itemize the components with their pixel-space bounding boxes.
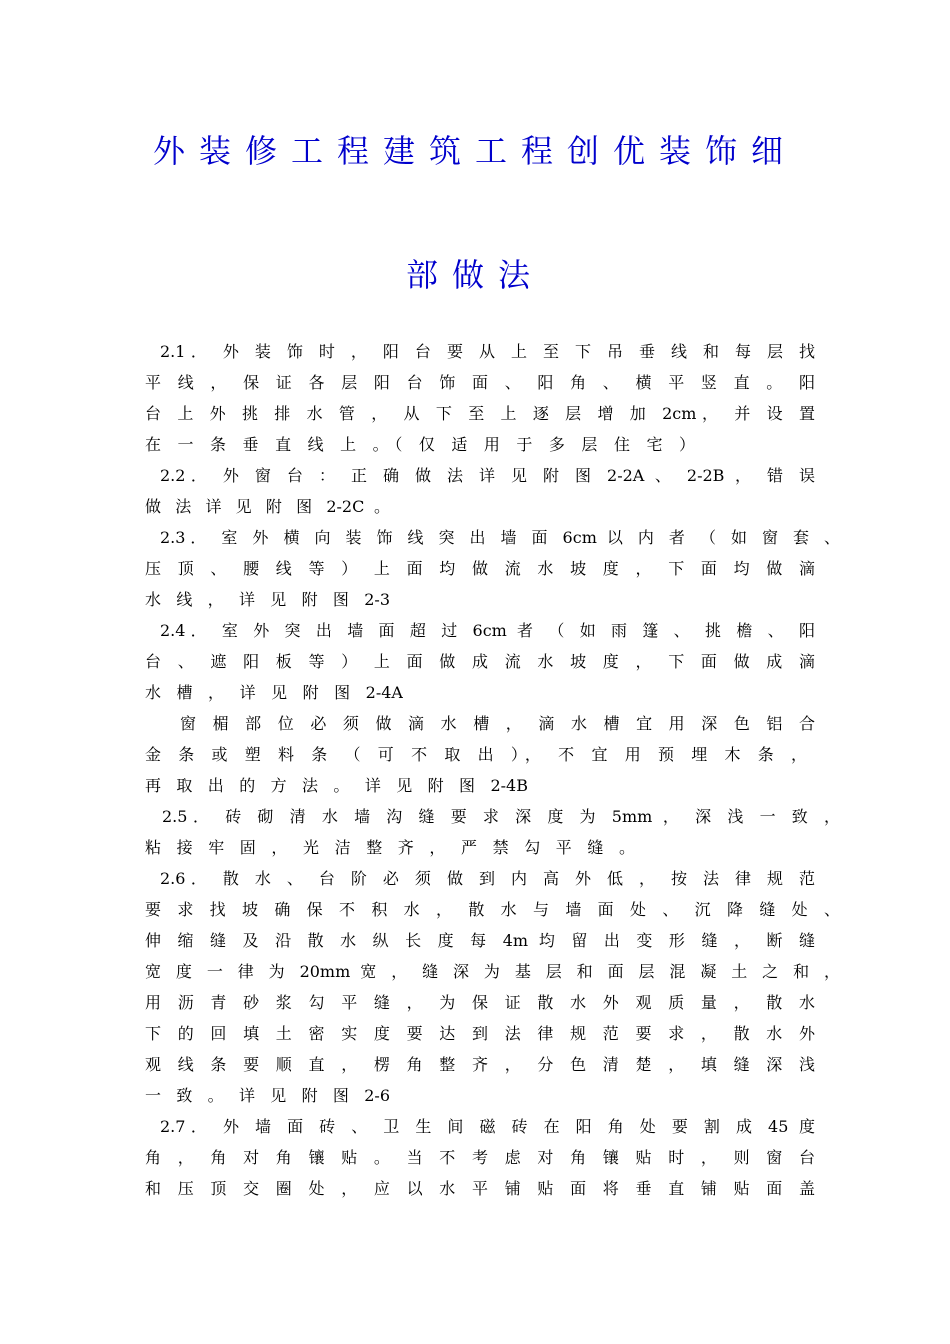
body-line: 和 压 顶 交 圈 处 ， 应 以 水 平 铺 贴 面 将 垂 直 铺 贴 面 盖	[145, 1179, 815, 1198]
body-line: 一 致 。 详 见 附 图 2-6	[145, 1086, 390, 1105]
body-line: 用 沥 青 砂 浆 勾 平 缝 ， 为 保 证 散 水 外 观 质 量 ， 散 水	[145, 993, 815, 1012]
body-line: 2.1． 外 装 饰 时 ， 阳 台 要 从 上 至 下 吊 垂 线 和 每 层 找	[160, 342, 815, 361]
body-line: 2.3． 室 外 横 向 装 饰 线 突 出 墙 面 6cm 以 内 者 （ 如 窗 套 、	[160, 528, 840, 547]
body-line: 2.5． 砖 砌 清 水 墙 沟 缝 要 求 深 度 为 5mm ， 深 浅 一 致 ，	[162, 807, 840, 826]
body-line: 窗 楣 部 位 必 须 做 滴 水 槽 ， 滴 水 槽 宜 用 深 色 铝 合	[180, 714, 815, 733]
body-line: 角 ， 角 对 角 镶 贴 。 当 不 考 虑 对 角 镶 贴 时 ， 则 窗 台	[145, 1148, 815, 1167]
body-line: 2.6． 散 水 、 台 阶 必 须 做 到 内 高 外 低 ， 按 法 律 规 范	[160, 869, 815, 888]
body-line: 在 一 条 垂 直 线 上 。（ 仅 适 用 于 多 层 住 宅 ）	[145, 435, 695, 454]
body-line: 水 槽 ， 详 见 附 图 2-4A	[145, 683, 403, 702]
body-line: 再 取 出 的 方 法 。 详 见 附 图 2-4B	[145, 776, 528, 795]
body-line: 做 法 详 见 附 图 2-2C 。	[145, 497, 390, 516]
body-line: 要 求 找 坡 确 保 不 积 水 ， 散 水 与 墙 面 处 、 沉 降 缝 处 、	[145, 900, 840, 919]
body-line: 2.7． 外 墙 面 砖 、 卫 生 间 磁 砖 在 阳 角 处 要 割 成 45 度	[160, 1117, 815, 1136]
body-line: 压 顶 、 腰 线 等 ） 上 面 均 做 流 水 坡 度 ， 下 面 均 做 滴	[145, 559, 815, 578]
body-line: 平 线 ， 保 证 各 层 阳 台 饰 面 、 阳 角 、 横 平 竖 直 。 阳	[145, 373, 815, 392]
body-line: 台 、 遮 阳 板 等 ） 上 面 做 成 流 水 坡 度 ， 下 面 做 成 滴	[145, 652, 815, 671]
body-line: 观 线 条 要 顺 直 ， 楞 角 整 齐 ， 分 色 清 楚 ， 填 缝 深 浅	[145, 1055, 815, 1074]
body-line: 宽 度 一 律 为 20mm 宽 ， 缝 深 为 基 层 和 面 层 混 凝 土 之 和 ，	[145, 962, 840, 981]
body-line: 2.2． 外 窗 台 ： 正 确 做 法 详 见 附 图 2-2A 、 2-2B ， 错 误	[160, 466, 815, 485]
body-line: 伸 缩 缝 及 沿 散 水 纵 长 度 每 4m 均 留 出 变 形 缝 ， 断 缝	[145, 931, 815, 950]
body-line: 金 条 或 塑 料 条 （ 可 不 取 出 ）， 不 宜 用 预 埋 木 条 ，	[145, 745, 807, 764]
body-line: 水 线 ， 详 见 附 图 2-3	[145, 590, 390, 609]
body-line: 2.4． 室 外 突 出 墙 面 超 过 6cm 者 （ 如 雨 篷 、 挑 檐 、 阳	[160, 621, 815, 640]
body-line: 粘 接 牢 固 ， 光 洁 整 齐 ， 严 禁 勾 平 缝 。	[145, 838, 635, 857]
body-line: 下 的 回 填 土 密 实 度 要 达 到 法 律 规 范 要 求 ， 散 水 外	[145, 1024, 815, 1043]
document-title-line-1: 外装修工程建筑工程创优装饰细	[152, 132, 797, 170]
document-title-line-2: 部做法	[405, 256, 544, 294]
body-line: 台 上 外 挑 排 水 管 ， 从 下 至 上 逐 层 增 加 2cm， 并 设 置	[145, 404, 815, 423]
